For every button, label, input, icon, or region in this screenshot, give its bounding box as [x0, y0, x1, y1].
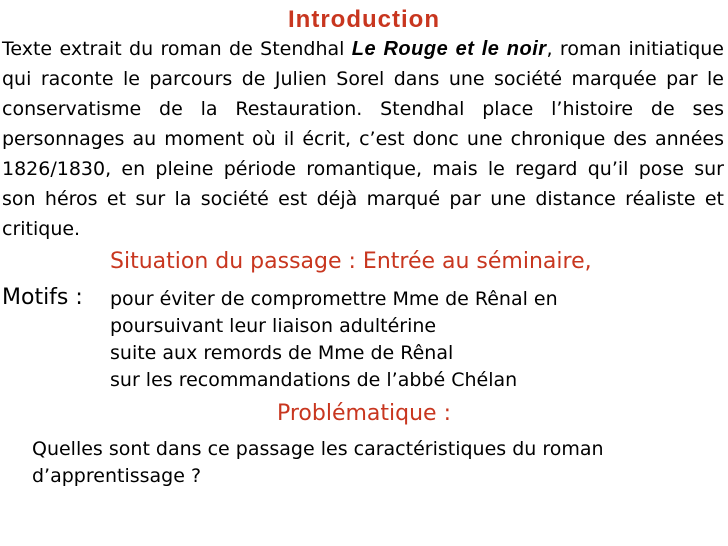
motif-item: poursuivant leur liaison adultérine	[110, 315, 437, 337]
motifs-label: Motifs :	[2, 285, 83, 310]
intro-text-start: Texte extrait du roman de Stendhal	[2, 38, 352, 60]
page-title: Introduction	[288, 6, 440, 33]
intro-paragraph	[2, 34, 724, 244]
motifs-list	[110, 286, 558, 394]
motif-item: pour éviter de compromettre Mme de Rênal en	[110, 288, 558, 310]
problematique-question: Quelles sont dans ce passage les caractéristiques du roman d’apprentissage ?	[32, 438, 604, 487]
book-title: Le Rouge et le noir	[351, 38, 547, 60]
situation-heading: Situation du passage : Entrée au séminaire,	[110, 249, 592, 274]
problematique-heading: Problématique :	[276, 401, 451, 426]
intro-text-end: , roman initiatique qui raconte le parcours de Julien Sorel dans une société marquée par le conservatisme de la Restauration. Stendhal place l’histoire de ses personnages au moment où il écrit, c’est donc une chronique des années 1826/1830, en pleine période romantique, mais le regard qu’il pose sur son héros et sur la société est déjà marqué par une distance réaliste et critique.	[2, 38, 724, 240]
motif-item: sur les recommandations de l’abbé Chélan	[110, 369, 518, 391]
motif-item: suite aux remords de Mme de Rênal	[110, 342, 454, 364]
